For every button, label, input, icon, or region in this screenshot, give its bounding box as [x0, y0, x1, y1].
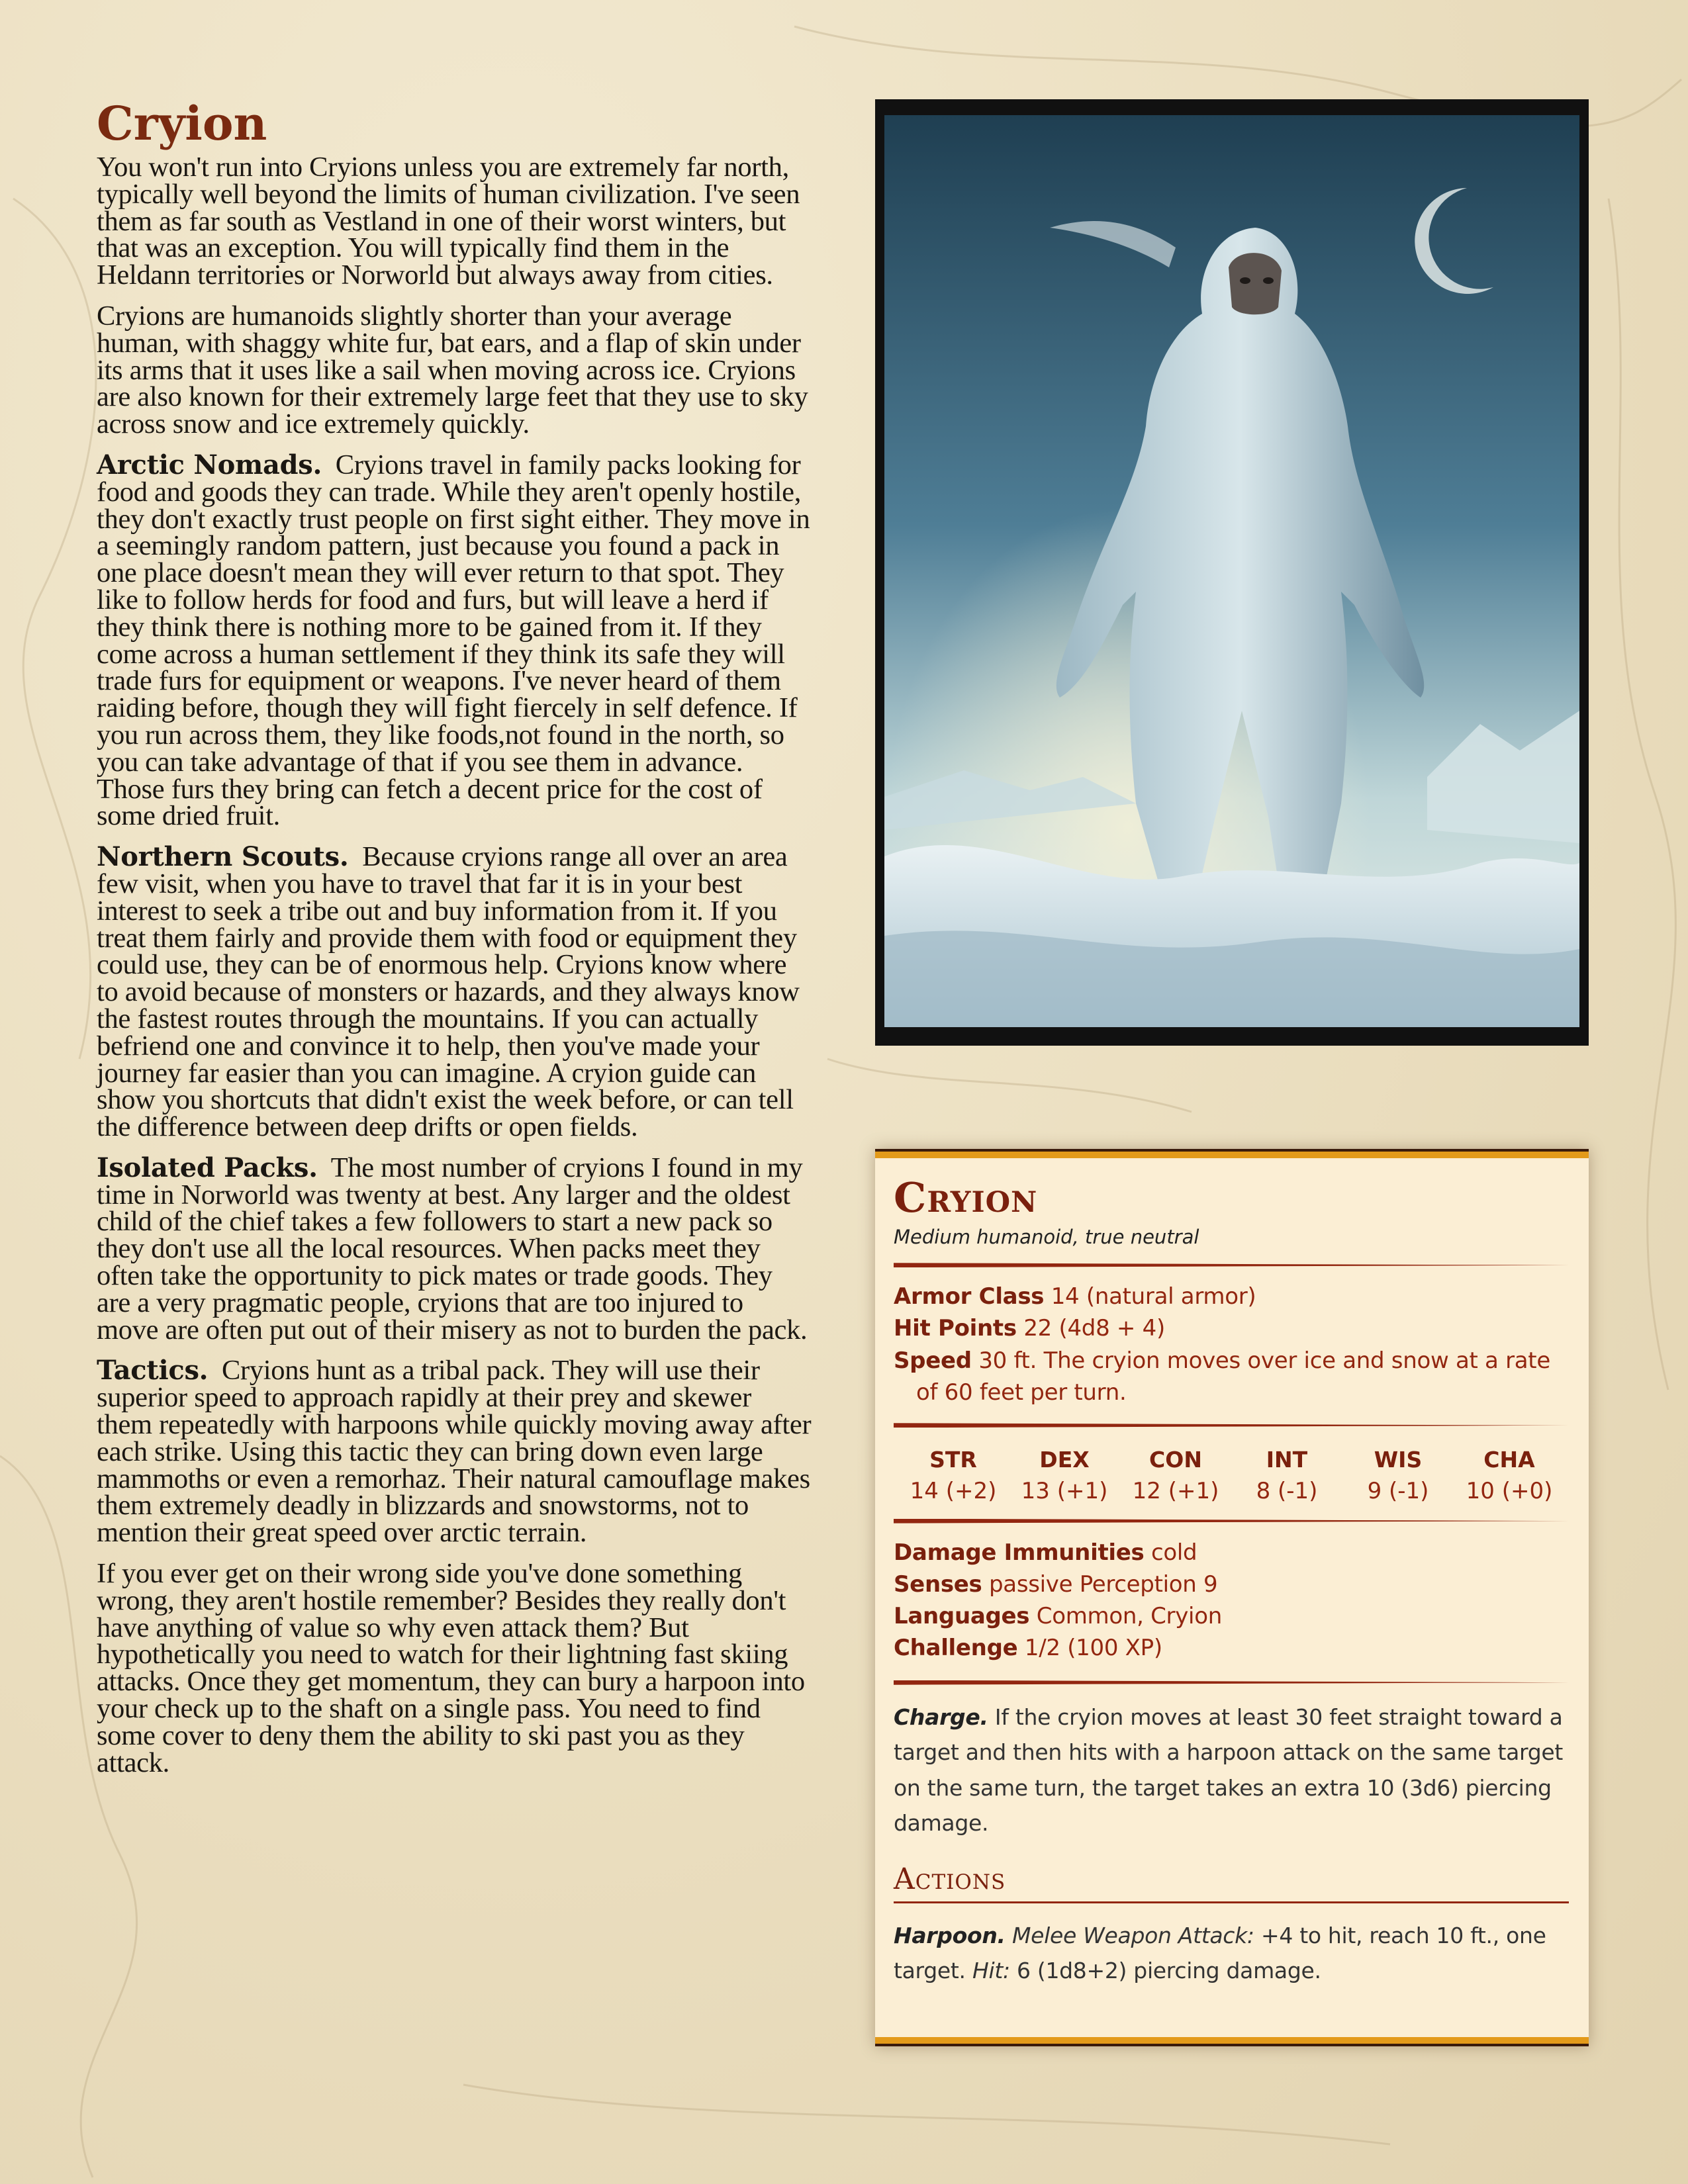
senses-line	[894, 1569, 1569, 1600]
ability-value: 10 (+0)	[1466, 1477, 1553, 1504]
damage-immunities-value: cold	[1150, 1539, 1197, 1566]
ability-value: 9 (-1)	[1367, 1477, 1429, 1504]
action-hit-text: 6 (1d8+2) piercing damage.	[1016, 1957, 1321, 1983]
section-divider	[894, 1680, 1569, 1685]
ability-name: CHA	[1483, 1447, 1535, 1473]
section-heading: Northern Scouts.	[97, 841, 349, 873]
action-name: Harpoon.	[894, 1922, 1006, 1948]
stat-block	[875, 1149, 1589, 2046]
damage-immunities-label: Damage Immunities	[894, 1539, 1145, 1566]
trait-name: Charge.	[894, 1704, 988, 1730]
section-heading: Isolated Packs.	[97, 1152, 318, 1183]
page-title: Cryion	[97, 96, 267, 151]
armor-class-label: Armor Class	[894, 1283, 1045, 1310]
hit-points-label: Hit Points	[894, 1315, 1017, 1342]
ability-int	[1234, 1443, 1340, 1506]
ability-con	[1123, 1443, 1229, 1506]
section-heading: Arctic Nomads.	[97, 449, 322, 480]
cryion-illustration	[884, 115, 1579, 1027]
section-text: Because cryions range all over an area few visit, when you have to travel that far it is in your best interest to seek a tribe out and buy information from it. If you treat them fairly and provide them with food or equipment they could use, they can be of enormous help. Cryions know where to avoid because of monsters or hazards, and they always know the fastest routes through the mountains. If you can actually befriend one and convince it to help, then you've made your journey far easier than you can imagine. A cryion guide can show you shortcuts that didn't exist the week before, or can tell the difference between deep drifts or open fields.	[97, 841, 800, 1143]
section-divider	[894, 1263, 1569, 1267]
ability-name: WIS	[1374, 1447, 1423, 1473]
hit-points-line	[894, 1312, 1569, 1344]
challenge-label: Challenge	[894, 1635, 1018, 1662]
ability-cha	[1456, 1443, 1562, 1506]
senses-label: Senses	[894, 1570, 982, 1598]
section-divider	[894, 1423, 1569, 1428]
ability-value: 14 (+2)	[910, 1477, 997, 1504]
ability-value: 12 (+1)	[1132, 1477, 1219, 1504]
ability-wis	[1345, 1443, 1451, 1506]
ability-dex	[1011, 1443, 1117, 1506]
speed-value: 30 ft. The cryion moves over ice and snow at a rate of 60 feet per turn.	[916, 1347, 1550, 1406]
speed-label: Speed	[894, 1347, 972, 1374]
ability-scores	[894, 1441, 1569, 1506]
action-hit-label: Hit:	[972, 1957, 1010, 1983]
armor-class-line	[894, 1281, 1569, 1312]
action-text: +4 to hit, reach 10 ft., one target.	[894, 1922, 1546, 1983]
section-text: The most number of cryions I found in my time in Norworld was twenty at best. Any larger and the oldest child of the chief takes a few followers to start a new pack so they don't use all the local resources. When packs meet they often take the opportunity to pick mates or trade goods. They are a very pragmatic people, cryions that are too injured to move are often put out of their misery as not to burden the pack.	[97, 1152, 808, 1345]
illustration-frame	[875, 99, 1589, 1046]
ability-name: INT	[1266, 1447, 1308, 1473]
ability-name: DEX	[1039, 1447, 1090, 1473]
challenge-value: 1/2 (100 XP)	[1024, 1635, 1162, 1662]
ability-name: STR	[929, 1447, 977, 1473]
challenge-line	[894, 1632, 1569, 1664]
stat-block-name: Cryion	[894, 1173, 1038, 1222]
ability-value: 13 (+1)	[1021, 1477, 1108, 1504]
languages-line	[894, 1600, 1569, 1632]
intro-paragraph: Cryions are humanoids slightly shorter than your average human, with shaggy white fur, bat ears, and a flap of skin under its arms that it uses like a sail when moving across ice. Cryions are also known for their extremely large feet that they use to sky across snow and ice extremely quickly.	[97, 300, 808, 440]
action-harpoon	[894, 1918, 1569, 1989]
actions-heading: Actions	[894, 1862, 1569, 1903]
languages-label: Languages	[894, 1603, 1030, 1630]
ability-name: CON	[1149, 1447, 1202, 1473]
senses-value: passive Perception 9	[989, 1570, 1218, 1598]
section-divider	[894, 1519, 1569, 1524]
section-heading: Tactics.	[97, 1355, 209, 1387]
trait-text: If the cryion moves at least 30 feet straight toward a target and then hits with a harpoon attack on the same target on the same turn, the target takes an extra 10 (3d6) piercing damage.	[894, 1704, 1564, 1837]
trait-charge	[894, 1700, 1569, 1841]
ability-str	[900, 1443, 1006, 1506]
lore-section	[97, 841, 812, 1143]
damage-immunities-line	[894, 1537, 1569, 1569]
speed-line	[894, 1345, 1569, 1409]
section-text: Cryions hunt as a tribal pack. They will use their superior speed to approach rapidly at their prey and skewer them repeatedly with harpoons while quickly moving away after each strike. Using this tactic they can bring down even large mammoths or even a remorhaz. Their natural camouflage makes them extremely deadly in blizzards and snowstorms, not to mention their great speed over arctic terrain.	[97, 1355, 812, 1549]
armor-class-value: 14 (natural armor)	[1051, 1283, 1256, 1310]
languages-value: Common, Cryion	[1036, 1603, 1222, 1630]
lore-section	[97, 1152, 812, 1345]
action-attack-type: Melee Weapon Attack:	[1011, 1922, 1254, 1948]
closing-paragraph: If you ever get on their wrong side you've done something wrong, they aren't hostile remember? Besides they really don't have anything of value so why even attack them? But hypothetically you need to watch for their lightning fast skiing attacks. Once they get momentum, they can bury a harpoon into your check up to the shaft on a single pass. You need to find some cover to deny them the ability to ski past you as they attack.	[97, 1558, 805, 1778]
creature-type: Medium humanoid, true neutral	[894, 1226, 1199, 1249]
lore-section	[97, 449, 812, 832]
section-text: Cryions travel in family packs looking for food and goods they can trade. While they aren't openly hostile, they don't exactly trust people on first sight either. They move in a seemingly random pattern, just because you found a pack in one place doesn't mean they will ever return to that spot. They like to follow herds for food and furs, but will leave a herd if they think there is nothing more to be gained from it. If they come across a human settlement if they think its safe they will trade furs for equipment or weapons. I've never heard of them raiding before, though they will fight fiercely in self defence. If you run across them, they like foods,not found in the north, so you can take advantage of that if you see them in advance. Those furs they bring can fetch a decent price for the cost of some dried fruit.	[97, 449, 810, 832]
intro-paragraph: You won't run into Cryions unless you are extremely far north, typically well beyond the limits of human civilization. I've seen them as far south as Vestland in one of their worst winters, but that was an exception. You will typically find them in the Heldann territories or Norworld but always away from cities.	[97, 152, 800, 291]
hit-points-value: 22 (4d8 + 4)	[1023, 1315, 1165, 1342]
ability-value: 8 (-1)	[1256, 1477, 1318, 1504]
lore-section	[97, 1357, 812, 1547]
lore-column	[97, 98, 812, 1790]
